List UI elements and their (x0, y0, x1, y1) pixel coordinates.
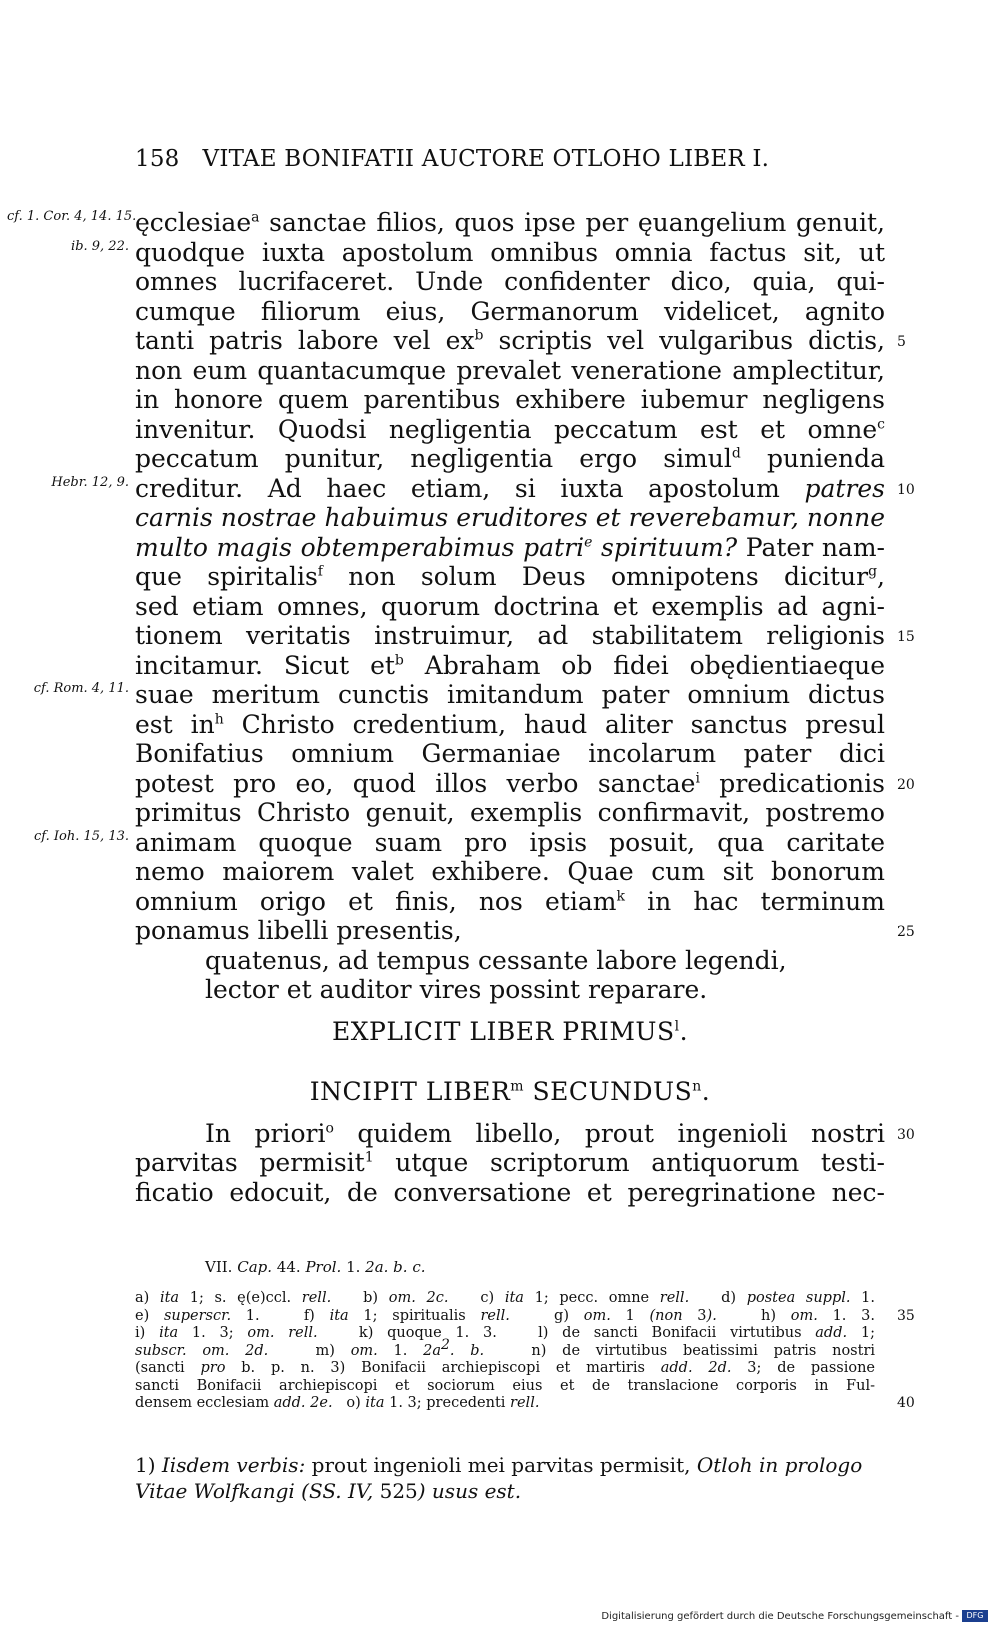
page-number: 158 (135, 146, 180, 172)
text-line (135, 1178, 885, 1208)
text-line (135, 356, 885, 386)
critical-apparatus (135, 1258, 915, 1413)
line-number: 20 (897, 776, 915, 793)
apparatus-line (135, 1378, 885, 1396)
text-line (135, 621, 915, 651)
line-text: creditur. Ad haec etiam, si iuxta apostolum patres (135, 473, 885, 503)
line-number: 15 (897, 629, 915, 645)
text-line (7, 208, 885, 238)
line-text: nemo maiorem valet exhibere. Quae cum sit bonorum (135, 857, 885, 886)
apparatus-line (135, 1325, 885, 1343)
verse-line (135, 946, 885, 976)
text-line (135, 768, 915, 799)
text-line (135, 651, 885, 681)
text-line (135, 798, 885, 828)
text-line (135, 887, 885, 917)
credit-text: Digitalisierung gefördert durch die Deutsche Forschungsgemeinschaft - (601, 1611, 959, 1622)
text-line (135, 297, 885, 327)
line-number: 35 (897, 1307, 915, 1324)
text-line (135, 1118, 915, 1149)
line-text: ficatio edocuit, de conversatione et peregrinatione nec- (135, 1177, 885, 1207)
line-text: primitus Christo genuit, exemplis confirmavit, postremo (135, 798, 885, 827)
line-text: non eum quantacumque prevalet veneratione amplectitur, (135, 355, 885, 385)
line-text: invenitur. Quodsi negligentia peccatum est et omne$^c$ (135, 414, 885, 444)
line-text: quodque iuxta apostolum omnibus omnia factus sit, ut (135, 237, 885, 267)
apparatus-text: sancti Bonifacii archiepiscopi et sociorum eius et de translacione corporis in Ful- (135, 1377, 875, 1394)
dfg-logo-icon: DFG (962, 1610, 988, 1622)
main-text (7, 208, 915, 1207)
apparatus-text: subscr. om. 2d. m) om. 1. $2a^2$. b. n) de virtutibus beatissimi patris nostri (135, 1336, 876, 1359)
text-line (135, 533, 885, 563)
text-line (135, 739, 885, 769)
line-text: que spiritalis$^f$ non solum Deus omnipotens dicitur$^g$, (135, 562, 885, 591)
text-line (135, 562, 885, 592)
line-text: lector et auditor vires possint reparare. (205, 975, 708, 1004)
line-number: 30 (897, 1126, 915, 1143)
line-text: suae meritum cunctis imitandum pater omnium dictus (135, 680, 885, 709)
apparatus-locator: VII. Cap. 44. Prol. 1. 2a. b. c. (205, 1258, 426, 1276)
apparatus-text: densem ecclesiam add. 2e. o) ita 1. 3; precedenti rell. (135, 1395, 540, 1411)
text-line (135, 710, 885, 740)
text-line (135, 857, 885, 887)
line-text: est $in^h$ Christo credentium, haud aliter sanctus presul (135, 709, 886, 739)
margin-reference: ib. 9, 22. (71, 238, 129, 254)
apparatus-line (135, 1307, 915, 1326)
line-text: animam quoque suam pro ipsis posuit, qua caritate (135, 827, 885, 857)
text-line (135, 1148, 885, 1178)
apparatus-text: a) ita 1; s. ę(e)ccl. rell. b) om. 2c. c) ita 1; pecc. omne rell. d) postea suppl. 1. (135, 1290, 875, 1306)
digitization-credit (601, 1610, 988, 1622)
running-title: VITAE BONIFATII AUCTORE OTLOHO LIBER I. (202, 146, 770, 172)
margin-reference: cf. 1. Cor. 4, 14. 15. (7, 209, 137, 224)
line-text: In priori$^o$ quidem libello, prout ingenioli nostri (205, 1118, 886, 1148)
text-line (71, 237, 885, 268)
line-text: peccatum punitur, negligentia ergo simul$^d$ punienda (135, 444, 886, 473)
margin-reference: cf. Rom. 4, 11. (33, 681, 129, 696)
line-text: tanti patris labore vel $ex^b$ scriptis vel vulgaribus dictis, (135, 326, 885, 355)
page-header (135, 146, 769, 172)
text-line (135, 916, 915, 946)
line-number: 10 (897, 481, 915, 498)
apparatus-line (135, 1395, 915, 1413)
text-line (51, 473, 915, 504)
text-line (135, 326, 906, 356)
text-line (135, 503, 885, 533)
line-text: carnis nostrae habuimus eruditores et reverebamur, nonne (135, 503, 885, 532)
line-number: 5 (897, 334, 906, 350)
text-line (135, 385, 885, 415)
line-text: multo magis obtemperabimus patri$^e$ spirituum? Pater nam- (135, 532, 885, 562)
line-text: quatenus, ad tempus cessante labore legendi, (205, 945, 787, 975)
apparatus-line (135, 1290, 885, 1308)
line-text: omnium origo et finis, nos etiam$^k$ in hac terminum (135, 886, 885, 916)
text-line (135, 415, 885, 445)
margin-reference: cf. Ioh. 15, 13. (34, 828, 129, 844)
line-text: incitamur. Sicut $et^b$ Abraham ob fidei obędientiaeque (135, 650, 885, 680)
apparatus-line (135, 1360, 885, 1378)
margin-reference: Hebr. 12, 9. (51, 474, 129, 490)
line-text: potest pro eo, quod illos verbo sanctae$^i$ predicationis (135, 768, 885, 798)
text-line (135, 592, 885, 622)
footnote: 1) Iisdem verbis: prout ingenioli mei parvitas permisit, Otloh in prologo Vitae Wolfkangi (SS. IV, 525) usus est. (135, 1453, 863, 1503)
line-number: 40 (897, 1395, 915, 1411)
incipit-heading: INCIPIT LIBER$^m$ SECUNDUS$^n$. (309, 1076, 711, 1106)
line-text: ponamus libelli presentis, (135, 916, 462, 945)
line-text: Bonifatius omnium Germaniae incolarum pater dici (135, 739, 885, 768)
line-number: 25 (897, 924, 915, 940)
verse-line (135, 975, 885, 1005)
text-line (135, 444, 885, 474)
text-line (34, 827, 885, 858)
line-text: tionem veritatis instruimur, ad stabilitatem religionis (135, 621, 885, 650)
line-text: omnes lucrifaceret. Unde confidenter dico, quia, qui- (135, 267, 885, 296)
apparatus-text: (sancti pro b. p. n. 3) Bonifacii archiepiscopi et martiris add. 2d. 3; de passione (135, 1360, 875, 1376)
text-line (33, 680, 885, 710)
apparatus-text: e) superscr. 1. f) ita 1; spiritualis rell. g) om. 1 (non 3). h) om. 1. 3. (135, 1307, 875, 1324)
line-text: cumque filiorum eius, Germanorum videlicet, agnito (135, 296, 885, 326)
line-text: parvitas permisit$^1$ utque scriptorum antiquorum testi- (135, 1148, 885, 1177)
apparatus-text: i) ita 1. 3; om. rell. k) quoque 1. 3. l) de sancti Bonifacii virtutibus add. 1; (135, 1325, 875, 1341)
line-text: in honore quem parentibus exhibere iubemur negligens (135, 385, 885, 414)
explicit-heading: EXPLICIT LIBER PRIMUS$^l$. (331, 1016, 689, 1046)
line-text: ęcclesiae$^a$ sanctae filios, quos ipse per ęuangelium genuit, (135, 208, 885, 237)
text-line (135, 267, 885, 297)
line-text: sed etiam omnes, quorum doctrina et exemplis ad agni- (135, 591, 885, 621)
apparatus-line (135, 1336, 885, 1361)
